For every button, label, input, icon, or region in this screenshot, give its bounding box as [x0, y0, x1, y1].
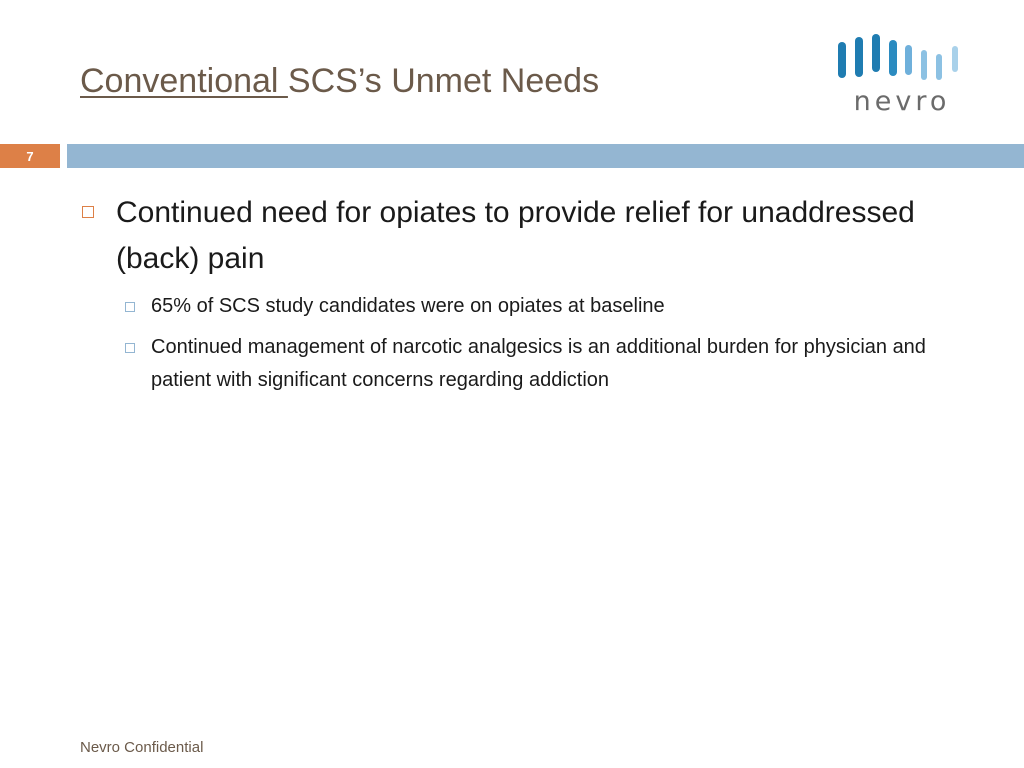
logo-bars-icon	[838, 34, 958, 80]
bullet-level1	[80, 190, 980, 282]
footer-confidential: Nevro Confidential	[80, 739, 204, 756]
logo-text: nevro	[853, 86, 951, 117]
slide-title-rest: SCS’s Unmet Needs	[287, 62, 600, 100]
bullet-level2	[80, 290, 980, 323]
slide-number: 7	[0, 144, 60, 168]
slide-title	[80, 62, 599, 101]
slide-content	[80, 190, 980, 397]
square-bullet-icon	[125, 302, 135, 312]
slide-title-underlined: Conventional	[80, 62, 288, 100]
bullet-text: Continued need for opiates to provide relief for unaddressed (back) pain	[116, 196, 915, 275]
header-bar	[67, 144, 1024, 168]
square-bullet-icon	[125, 343, 135, 353]
sub-bullet-text: Continued management of narcotic analgesics is an additional burden for physician and patient with significant concerns regarding addiction	[151, 336, 926, 391]
bullet-level2	[80, 331, 980, 397]
square-bullet-icon	[82, 206, 94, 218]
sub-bullet-text: 65% of SCS study candidates were on opiates at baseline	[151, 295, 665, 317]
nevro-logo	[832, 34, 972, 118]
